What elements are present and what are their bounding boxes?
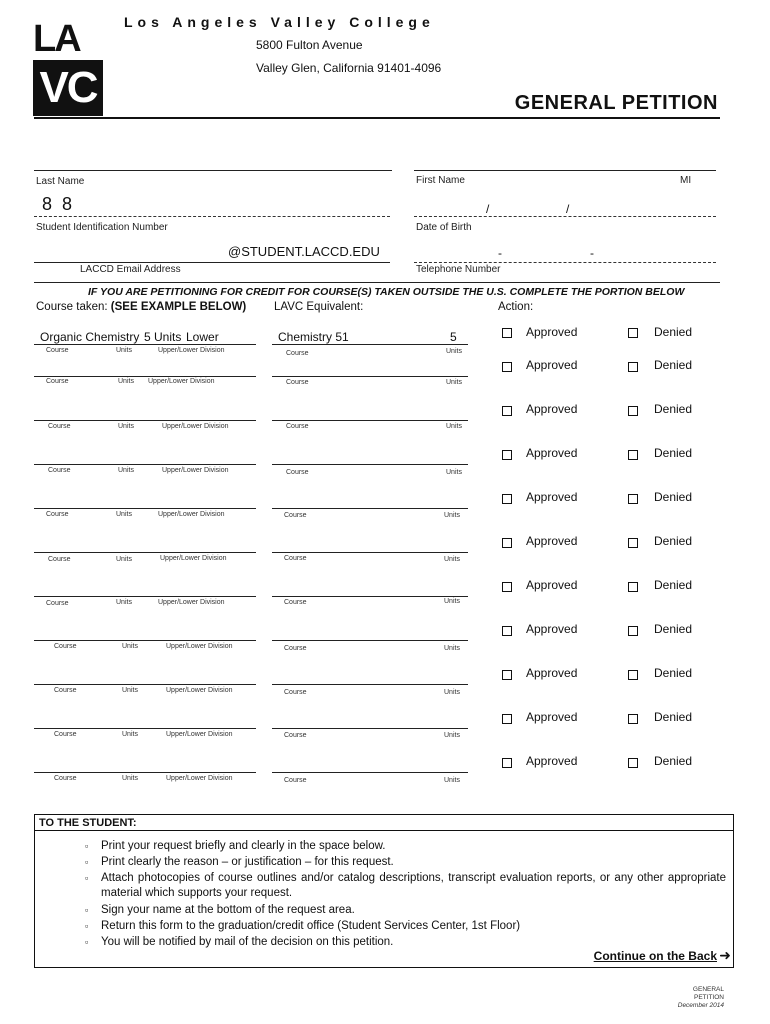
course-label: Course	[54, 775, 77, 782]
dob-sep-1: /	[486, 202, 490, 216]
course-label: Course	[46, 600, 69, 607]
phone-label: Telephone Number	[416, 264, 501, 275]
bullet-icon: ▫	[85, 921, 89, 931]
division-label: Upper/Lower Division	[158, 511, 225, 518]
denied-checkbox[interactable]	[628, 626, 638, 636]
see-example-label: (SEE EXAMPLE BELOW)	[110, 301, 247, 313]
lavc-units-label: Units	[444, 556, 460, 563]
lavc-units-label: Units	[444, 777, 460, 784]
units-label: Units	[122, 775, 138, 782]
approved-checkbox[interactable]	[502, 714, 512, 724]
division-label: Upper/Lower Division	[158, 599, 225, 606]
bullet-icon: ▫	[85, 841, 89, 851]
title-rule	[34, 117, 720, 119]
lavc-course-label: Course	[284, 599, 307, 606]
approved-checkbox[interactable]	[502, 362, 512, 372]
first-name-line[interactable]	[414, 170, 716, 171]
course-taken-line[interactable]	[34, 640, 256, 641]
lavc-course-line[interactable]	[272, 772, 468, 773]
approved-label: Approved	[526, 534, 578, 548]
right-arrow-icon: ➜	[719, 947, 731, 963]
last-name-label: Last Name	[36, 176, 85, 187]
course-label: Course	[48, 423, 71, 430]
approved-label: Approved	[526, 578, 578, 592]
lavc-course-label: Course	[286, 350, 309, 357]
course-taken-line[interactable]	[34, 728, 256, 729]
approved-label: Approved	[526, 754, 578, 768]
course-taken-line[interactable]	[34, 344, 256, 345]
instruction-text: Return this form to the graduation/credit office (Student Services Center, 1st Floor)	[101, 920, 521, 932]
course-label: Course	[46, 511, 69, 518]
denied-checkbox[interactable]	[628, 538, 638, 548]
denied-label: Denied	[654, 490, 693, 504]
foreign-course-notice: IF YOU ARE PETITIONING FOR CREDIT FOR COURSE(S) TAKEN OUTSIDE THE U.S. COMPLETE THE PORTION BELOW	[88, 286, 685, 298]
denied-checkbox[interactable]	[628, 714, 638, 724]
last-name-line[interactable]	[34, 170, 392, 171]
lavc-course-line[interactable]	[272, 420, 468, 421]
lavc-course-label: Course	[284, 689, 307, 696]
approved-checkbox[interactable]	[502, 758, 512, 768]
dob-label: Date of Birth	[416, 222, 472, 233]
course-label: Course	[54, 643, 77, 650]
approved-label: Approved	[526, 490, 578, 504]
bullet-icon: ▫	[85, 873, 89, 883]
college-logo	[33, 20, 103, 116]
lavc-units-label: Units	[446, 348, 462, 355]
division-label: Upper/Lower Division	[162, 467, 229, 474]
lavc-course-line[interactable]	[272, 376, 468, 377]
division-label: Upper/Lower Division	[166, 643, 233, 650]
units-label: Units	[122, 687, 138, 694]
email-label: LACCD Email Address	[80, 264, 181, 275]
lavc-units-label: Units	[444, 598, 460, 605]
denied-checkbox[interactable]	[628, 494, 638, 504]
approved-checkbox[interactable]	[502, 494, 512, 504]
units-label: Units	[122, 643, 138, 650]
example-units: 5 Units	[144, 330, 182, 344]
lavc-course-line[interactable]	[272, 640, 468, 641]
course-label: Course	[46, 378, 69, 385]
course-taken-line[interactable]	[34, 596, 256, 597]
denied-label: Denied	[654, 754, 693, 768]
approved-label: Approved	[526, 666, 578, 680]
division-label: Upper/Lower Division	[166, 775, 233, 782]
course-label: Course	[48, 467, 71, 474]
phone-sep-1: -	[498, 246, 502, 260]
instruction-item	[85, 903, 726, 918]
denied-label: Denied	[654, 358, 693, 372]
approved-label: Approved	[526, 402, 578, 416]
instruction-text: Print clearly the reason – or justification – for this request.	[101, 856, 394, 868]
instruction-text: You will be notified by mail of the decision on this petition.	[101, 936, 394, 948]
approved-checkbox[interactable]	[502, 582, 512, 592]
dob-line[interactable]	[414, 216, 716, 217]
bullet-icon: ▫	[85, 937, 89, 947]
approved-checkbox[interactable]	[502, 450, 512, 460]
course-label: Course	[46, 347, 69, 354]
division-label: Upper/Lower Division	[162, 423, 229, 430]
instruction-text: Attach photocopies of course outlines and/or catalog descriptions, transcript evaluation reports, or any other appropriate material which supports your request.	[101, 872, 726, 899]
mi-label: MI	[680, 175, 692, 186]
lavc-units-label: Units	[444, 512, 460, 519]
division-label: Upper/Lower Division	[166, 687, 233, 694]
approved-checkbox[interactable]	[502, 626, 512, 636]
email-value: @STUDENT.LACCD.EDU	[228, 244, 380, 259]
units-label: Units	[116, 599, 132, 606]
units-label: Units	[116, 511, 132, 518]
approved-label: Approved	[526, 710, 578, 724]
denied-label: Denied	[654, 578, 693, 592]
approved-checkbox[interactable]	[502, 328, 512, 338]
example-division: Lower	[186, 330, 219, 344]
approved-checkbox[interactable]	[502, 538, 512, 548]
instruction-item	[85, 935, 726, 950]
logo-vc: VC	[33, 60, 103, 116]
first-name-label: First Name	[416, 175, 465, 186]
lavc-units-label: Units	[446, 423, 462, 430]
course-taken-line[interactable]	[34, 508, 256, 509]
denied-label: Denied	[654, 622, 693, 636]
lavc-units-label: Units	[444, 732, 460, 739]
student-id-value: 8 8	[42, 194, 73, 214]
lavc-equivalent-heading: LAVC Equivalent:	[274, 301, 364, 313]
bullet-icon: ▫	[85, 905, 89, 915]
instruction-item	[85, 919, 726, 934]
example-lavc-course: Chemistry 51	[278, 330, 349, 344]
instruction-item	[85, 855, 726, 870]
bullet-icon: ▫	[85, 857, 89, 867]
division-label: Upper/Lower Division	[160, 555, 227, 562]
denied-checkbox[interactable]	[628, 450, 638, 460]
denied-label: Denied	[654, 402, 693, 416]
example-lavc-units: 5	[450, 330, 457, 344]
course-label: Course	[54, 687, 77, 694]
course-label: Course	[54, 731, 77, 738]
denied-label: Denied	[654, 710, 693, 724]
course-taken-line[interactable]	[34, 464, 256, 465]
lavc-course-label: Course	[286, 379, 309, 386]
student-instructions-box	[34, 814, 734, 968]
denied-checkbox[interactable]	[628, 362, 638, 372]
lavc-course-line[interactable]	[272, 552, 468, 553]
units-label: Units	[116, 556, 132, 563]
lavc-course-line[interactable]	[272, 596, 468, 597]
denied-checkbox[interactable]	[628, 406, 638, 416]
college-city: Valley Glen, California 91401-4096	[256, 61, 442, 75]
course-taken-line[interactable]	[34, 552, 256, 553]
phone-line[interactable]	[414, 262, 716, 263]
units-label: Units	[122, 731, 138, 738]
course-taken-label: Course taken:	[36, 301, 111, 313]
denied-label: Denied	[654, 325, 693, 339]
lavc-units-label: Units	[444, 645, 460, 652]
units-label: Units	[118, 378, 134, 385]
division-label: Upper/Lower Division	[166, 731, 233, 738]
lavc-course-label: Course	[284, 645, 307, 652]
lavc-course-label: Course	[286, 469, 309, 476]
continue-label: Continue on the Back	[593, 949, 717, 963]
email-line[interactable]	[34, 262, 390, 263]
course-taken-line[interactable]	[34, 772, 256, 773]
units-label: Units	[118, 467, 134, 474]
units-label: Units	[118, 423, 134, 430]
lavc-course-label: Course	[284, 512, 307, 519]
division-label: Upper/Lower Division	[158, 347, 225, 354]
student-heading: TO THE STUDENT:	[35, 815, 733, 831]
student-id-line[interactable]	[34, 216, 390, 217]
lavc-course-label: Course	[284, 555, 307, 562]
lavc-course-label: Course	[284, 732, 307, 739]
instruction-item	[85, 839, 726, 854]
course-label: Course	[48, 556, 71, 563]
units-label: Units	[116, 347, 132, 354]
college-street: 5800 Fulton Avenue	[256, 38, 363, 52]
lavc-units-label: Units	[444, 689, 460, 696]
student-id-label: Student Identification Number	[36, 222, 168, 233]
dob-sep-2: /	[566, 202, 570, 216]
lavc-units-label: Units	[446, 379, 462, 386]
denied-label: Denied	[654, 446, 693, 460]
page-title: GENERAL PETITION	[514, 92, 718, 114]
course-taken-line[interactable]	[34, 420, 256, 421]
instruction-item	[85, 871, 726, 901]
denied-checkbox[interactable]	[628, 670, 638, 680]
course-taken-line[interactable]	[34, 684, 256, 685]
lavc-course-line[interactable]	[272, 728, 468, 729]
approved-label: Approved	[526, 325, 578, 339]
course-taken-heading	[36, 301, 246, 313]
division-label: Upper/Lower Division	[148, 378, 215, 385]
action-heading: Action:	[498, 301, 534, 313]
logo-la: LA	[33, 18, 80, 60]
lavc-units-label: Units	[446, 469, 462, 476]
approved-label: Approved	[526, 358, 578, 372]
lavc-course-line[interactable]	[272, 344, 468, 345]
approved-label: Approved	[526, 446, 578, 460]
lavc-course-label: Course	[286, 423, 309, 430]
section-rule	[34, 282, 720, 283]
lavc-course-line[interactable]	[272, 684, 468, 685]
instruction-text: Sign your name at the bottom of the request area.	[101, 904, 355, 916]
continue-on-back	[593, 947, 731, 963]
denied-label: Denied	[654, 534, 693, 548]
approved-checkbox[interactable]	[502, 406, 512, 416]
form-footer	[672, 986, 724, 1010]
footer-form-name: GENERAL PETITION	[692, 986, 724, 1001]
course-taken-line[interactable]	[34, 376, 256, 377]
denied-label: Denied	[654, 666, 693, 680]
denied-checkbox[interactable]	[628, 582, 638, 592]
college-name: Los Angeles Valley College	[124, 14, 435, 30]
phone-sep-2: -	[590, 246, 594, 260]
lavc-course-line[interactable]	[272, 464, 468, 465]
approved-checkbox[interactable]	[502, 670, 512, 680]
footer-form-date: December 2014	[677, 1002, 724, 1009]
denied-checkbox[interactable]	[628, 758, 638, 768]
example-course: Organic Chemistry	[40, 330, 140, 344]
denied-checkbox[interactable]	[628, 328, 638, 338]
instruction-text: Print your request briefly and clearly in the space below.	[101, 840, 386, 852]
approved-label: Approved	[526, 622, 578, 636]
lavc-course-label: Course	[284, 777, 307, 784]
lavc-course-line[interactable]	[272, 508, 468, 509]
